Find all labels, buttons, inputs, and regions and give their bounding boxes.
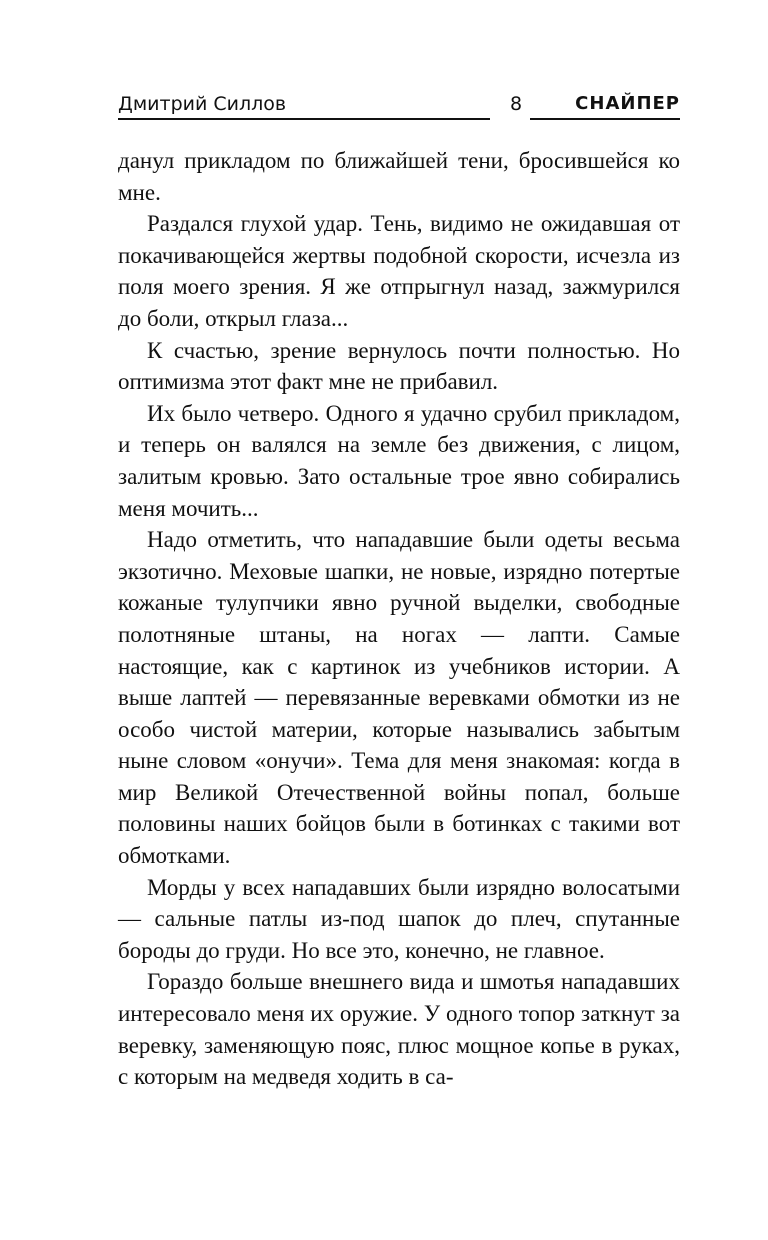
running-head-series-title: СНАЙПЕР <box>575 93 680 114</box>
running-head-rule-left <box>118 118 490 120</box>
running-head-author: Дмитрий Силлов <box>118 93 287 115</box>
paragraph: К счастью, зрение вернулось почти полностью. Но оптимизма этот факт мне не прибавил. <box>118 337 680 395</box>
paragraph: Гораздо больше внешнего вида и шмотья нападавших интересовало меня их оружие. У одного топор заткнут за веревку, заменяющую пояс, плюс мощное копье в руках, с которым на медведя ходить в са- <box>118 969 680 1090</box>
paragraph: Надо отметить, что нападавшие были одеты весьма экзотично. Меховые шапки, не новые, изрядно потертые кожаные тулупчики явно ручной выделки, свободные полотняные штаны, на ногах — лапти. Самые настоящие, как с картинок из учебников истории. А выше лаптей — перевязанные веревками обмотки из не особо чистой материи, которые назывались забытым ныне словом «онучи». Тема для меня знакомая: когда в мир Великой Отечественной войны попал, больше половины наших бойцов были в ботинках с такими вот обмотками. <box>118 527 680 869</box>
paragraph: Морды у всех нападавших были изрядно волосатыми — сальные патлы из-под шапок до плеч, спутанные бороды до груди. Но все это, конечно, не главное. <box>118 874 680 963</box>
paragraph: Их было четверо. Одного я удачно срубил прикладом, и теперь он валялся на земле без движения, с лицом, залитым кровью. Зато остальные трое явно собирались меня мочить... <box>118 400 680 521</box>
page-number: 8 <box>509 93 523 115</box>
running-head-rule-right <box>530 118 680 120</box>
body-text <box>118 145 680 1093</box>
running-head <box>118 92 680 122</box>
paragraph: Раздался глухой удар. Тень, видимо не ожидавшая от покачивающейся жертвы подобной скорости, исчезла из поля моего зрения. Я же отпрыгнул назад, зажмурился до боли, открыл глаза... <box>118 211 680 331</box>
paragraph-continued: данул прикладом по ближайшей тени, бросившейся ко мне. <box>118 148 680 205</box>
